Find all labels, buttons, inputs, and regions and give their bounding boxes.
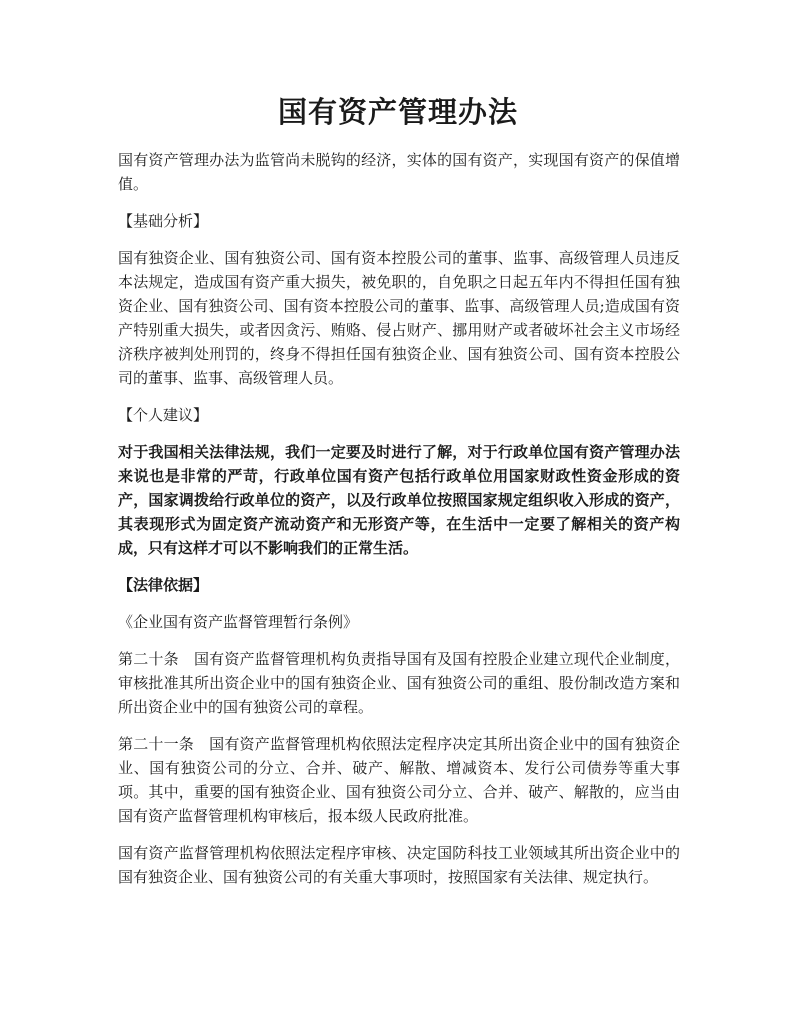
intro-paragraph: 国有资产管理办法为监管尚未脱钩的经济，实体的国有资产，实现国有资产的保值增值。: [118, 151, 680, 193]
article-21-paragraph: 第二十一条 国有资产监督管理机构依照法定程序决定其所出资企业中的国有独资企业、国有独资公司的分立、合并、破产、解散、增减资本、发行公司债券等重大事项。其中，重要的国有独资企业、国有独资公司分立、合并、破产、解散的，应当由国有资产监督管理机构审核后，报本级人民政府批准。: [118, 735, 680, 825]
basic-analysis-paragraph: 国有独资企业、国有独资公司、国有资本控股公司的董事、监事、高级管理人员违反本法规定，造成国有资产重大损失，被免职的，自免职之日起五年内不得担任国有独资企业、国有独资公司、国有资本控股公司的董事、监事、高级管理人员;造成国有资产特别重大损失，或者因贪污、贿赂、侵占财产、挪用财产或者破坏社会主义市场经济秩序被判处刑罚的，终身不得担任国有独资企业、国有独资公司、国有资本控股公司的董事、监事、高级管理人员。: [118, 249, 680, 387]
document-title: 国有资产管理办法: [277, 95, 518, 129]
basic-analysis-heading: 【基础分析】: [118, 212, 209, 230]
legal-source-title: 《企业国有资产监督管理暂行条例》: [118, 613, 359, 631]
legal-basis-heading: 【法律依据】: [118, 576, 209, 594]
personal-advice-heading: 【个人建议】: [118, 406, 209, 424]
personal-advice-paragraph: 对于我国相关法律法规，我们一定要及时进行了解，对于行政单位国有资产管理办法来说也是非常的严苛，行政单位国有资产包括行政单位用国家财政性资金形成的资产，国家调拨给行政单位的资产，以及行政单位按照国家规定组织收入形成的资产，其表现形式为固定资产流动资产和无形资产等，在生活中一定要了解相关的资产构成，只有这样才可以不影响我们的正常生活。: [118, 443, 680, 557]
closing-paragraph: 国有资产监督管理机构依照法定程序审核、决定国防科技工业领域其所出资企业中的国有独资企业、国有独资公司的有关重大事项时，按照国家有关法律、规定执行。: [118, 844, 680, 886]
document-body: [118, 148, 680, 902]
article-20-paragraph: 第二十条 国有资产监督管理机构负责指导国有及国有控股企业建立现代企业制度，审核批准其所出资企业中的国有独资企业、国有独资公司的重组、股份制改造方案和所出资企业中的国有独资公司的章程。: [118, 650, 680, 716]
